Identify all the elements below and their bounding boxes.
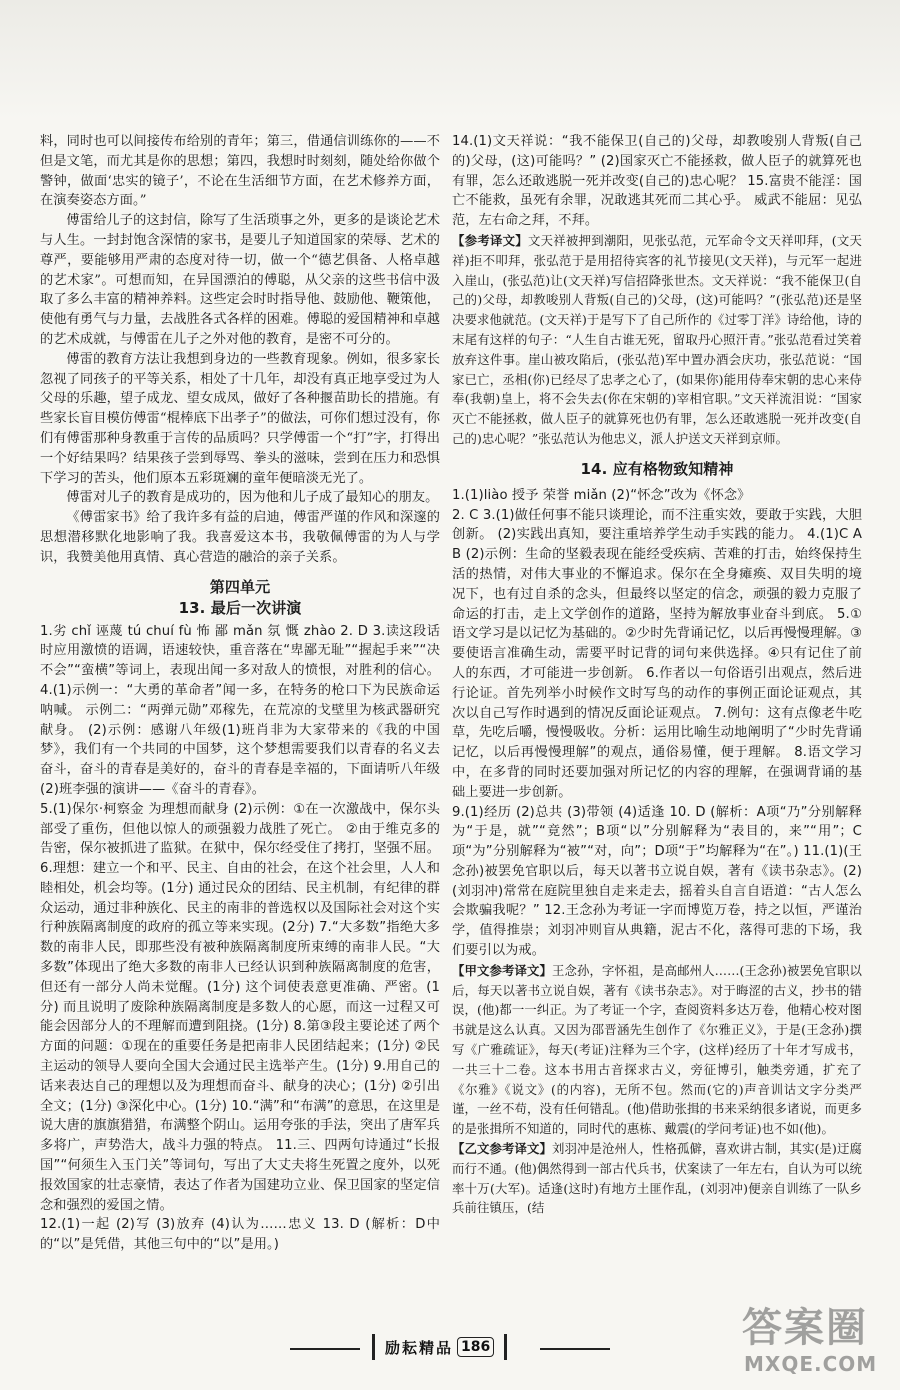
translation-text: 刘羽冲是沧州人，性格孤僻，喜欢讲古制，其实(是)迂腐而行不通。(他)偶然得到一部古代兵书，伏案读了一年左右，自认为可以统率十万(大军)。适逢(这时)有地方土匪作乱，(刘羽冲)便亲自训练了一队乡兵前往镇压，(结 (452, 1141, 862, 1216)
translation-block (452, 961, 862, 1139)
translation-block (452, 231, 862, 449)
left-column (40, 132, 440, 1255)
essay-paragraph: 《傅雷家书》给了我许多有益的启迪，傅雷严谨的作风和深邃的思想潜移默化地影响了我。我喜爱这本书，我敬佩傅雷的为人与学识，我赞美他用真情、真心营造的融洽的亲子关系。 (40, 510, 440, 565)
footer-rule-right (540, 1348, 610, 1350)
answer-block: 9.(1)经历 (2)总共 (3)带领 (4)适逢 10. D (解析：A项“乃”分别解释为“于是，就”“竟然”；B项“以”分别解释为“表目的，来”“用”；C项“为”分别解释为“被”“对，向”；D项“于”均解释为“在”。) 11.(1)(王念孙)被罢免官职以后，每天以著书立说自娱，著有《读书杂志》。(2)(刘羽冲)常常在庭院里独自走来走去，摇着头自言自语道：“古人怎么会欺骗我呢？” 12.王念孙为考证一字而博览万卷，持之以恒，严谨治学，值得推崇；刘羽冲则盲从典籍，泥古不化，落得可悲的下场，我们要引以为戒。 (452, 804, 862, 959)
watermark-logo-text: 答案圈 (742, 1305, 868, 1351)
site-watermark (742, 1296, 892, 1386)
essay-paragraph: 傅雷的教育方法让我想到身边的一些教育现象。例如，很多家长忽视了同孩子的平等关系，相处了十几年，却没有真正地享受过为人父母的乐趣，望子成龙、望女成凤，做好了各种揠苗助长的措施。有些家长盲目模仿傅雷“棍棒底下出孝子”的做法，可你们想过没有，你们有傅雷那种身教重于言传的品质吗？只学傅雷一个“打”字，打得出一个好结果吗？结果孩子尝到辱骂、拳头的滋味，尝到在压力和恐惧下学习的苦头，他们原本五彩斑斓的童年便暗淡无光了。 (40, 351, 440, 486)
translation-label: 【乙文参考译文】 (452, 1141, 553, 1157)
essay-paragraph: 傅雷给儿子的这封信，除写了生活琐事之外，更多的是谈论艺术与人生。一封封饱含深情的家书，是要儿子知道国家的荣辱、艺术的尊严，要能够用严肃的态度对待一切，做一个“德艺俱备、人格卓越的艺术家”。可想而知，在异国漂泊的傅聪，从父亲的这些书信中汲取了多么丰富的精神养料。这些定会时时指导他、鼓励他、鞭策他，使他有勇气与力量，去战胜各式各样的困难。傅聪的爱国精神和卓越的艺术成就，与傅雷在儿子之外对他的教育，是密不可分的。 (40, 213, 440, 347)
answer-block: 1.劣 chǐ 诬蔑 tú chuí fù 怖 鄙 mǎn 氛 慨 zhào 2. D 3.读这段话时应用激愤的语调，语速较快，重音落在“卑鄙无耻”“握起手来”“决不会”“蛮横”等词上，表现出闻一多对敌人的愤恨，对胜利的信心。 4.(1)示例一：“大勇的革命者”闻一多，在特务的枪口下为民族命运呐喊。 示例二：“两弹元勋”邓稼先，在荒凉的戈壁里为核武器研究献身。 (2)示例：感谢八年级(1)班肖非为大家带来的《我的中国梦》，我们有一个共同的中国梦，这个梦想需要我们以青春的名义去奋斗，奋斗的青春是美好的，奋斗的青春是幸福的，下面请听八年级(2)班李强的演讲——《奋斗的青春》。 (40, 623, 440, 797)
brand-logo (372, 1334, 507, 1360)
footer-rule-left (290, 1348, 360, 1350)
translation-label: 【参考译文】 (452, 232, 528, 248)
translation-block (452, 1139, 862, 1218)
essay-paragraph: 傅雷对儿子的教育是成功的，因为他和儿子成了最知心的朋友。 (66, 490, 439, 506)
brand-name: 励耘精品 (385, 1338, 454, 1357)
essay-paragraph: 料，同时也可以间接传布给别的青年；第三，借通信训练你的——不但是文笔，而尤其是你的思想；第四，我想时时刻刻，随处给你做个警钟，做面‘忠实的镜子’，不论在生活细节方面，在艺术修养方面，在演奏姿态方面。” (40, 134, 440, 209)
watermark-url: MXQE.COM (744, 1352, 878, 1376)
answer-block: 12.(1)一起 (2)写 (3)放弃 (4)认为……忠义 13. D (解析：D中的“以”是凭借，其他三句中的“以”是用。) (40, 1217, 440, 1253)
translation-label: 【甲文参考译文】 (452, 962, 553, 978)
answer-block: 14.(1)文天祥说：“我不能保卫(自己的)父母，却教唆别人背叛(自己的)父母，(这)可能吗？” (2)国家灭亡不能拯救，做人臣子的就算死也有罪，怎么还敢逃脱一死并改变(自己的)忠心呢？ 15.富贵不能淫：国亡不能救，虽死有余罪，况敢逃其死而二其心乎。 威武不能屈：见弘范，左右命之拜，不拜。 (452, 134, 862, 229)
answer-block: 2. C 3.(1)做任何事不能只谈理论，而不注重实效，要敢于实践，大胆创新。 (2)实践出真知，要注重培养学生动手实践的能力。 4.(1)C A B (2)示例：生命的坚毅表现在能经受疾病、苦难的打击，始终保持生活的热情，对伟大事业的不懈追求。保尔在全身瘫痪、双目失明的境况下，也有过自杀的念头，但最终以坚定的信念，顽强的毅力克服了命运的打击，走上文学创作的道路，坚持为解放事业奋斗到底。 5.①语文学习是以记忆为基础的。②少时先背诵记忆，以后再慢慢理解。③要使语言准确生动，需要平时记背的词句来供选择。④只有记住了前人的东西，才可能进一步创新。 6.作者以一句俗语引出观点，然后进行论证。首先列举小时候作文时写鸟的动作的事例正面论证观点，其次以自己写作时遇到的情况反面论证观点。 7.例句：这有点像老牛吃草，先吃后嚼，慢慢吸收。分析：运用比喻生动地阐明了“少时先背诵记忆，以后再慢慢理解”的观点，通俗易懂，便于理解。 8.语文学习中，在多背的同时还要加强对所记忆的内容的理解，在强调背诵的基础上要进一步创新。 (452, 507, 862, 800)
page-number: 186 (457, 1337, 494, 1357)
translation-text: 王念孙，字怀祖，是高邮州人……(王念孙)被罢免官职以后，每天以著书立说自娱，著有《读书杂志》。对于晦涩的古义，抄书的错误，(他)都一一纠正。为了考证一个字，查阅资料多达万卷，他精心校对图书就是这么认真。又因为邵晋涵先生创作了《尔雅正义》，于是(王念孙)撰写《广雅疏证》，每天(考证)注释为三个字，(这样)经历了十年才写成书，一共三十二卷。这本书用古音探求古义，旁征博引，触类旁通，扩充了《尔雅》《说文》(的内容)，无所不包。然而(它的)声音训诂文字分类严谨，一丝不苟，没有任何错乱。(他)借助张揖的书来采纳很多诸说，而更多的是张揖所不知道的，同时代的惠栋、戴震(的学问考证)也不如(他)。 (452, 962, 862, 1137)
answer-block: 1.(1)liào 授予 荣誉 miǎn (2)“怀念”改为《怀念》 (452, 487, 751, 503)
translation-text: 文天祥被押到潮阳，见张弘范，元军命令文天祥叩拜，(文天祥)拒不叩拜，张弘范于是用招待宾客的礼节接见(文天祥)，与元军一起进入崖山，(张弘范)让(文天祥)写信招降张世杰。文天祥说：“我不能保卫(自己的)父母，却教唆别人背叛(自己的)父母，(这)可能吗？”(张弘范)还是坚决要求他就范。(文天祥)于是写下了自己所作的《过零丁洋》诗给他，诗的末尾有这样的句子：“人生自古谁无死，留取丹心照汗青。”张弘范看过笑着放弃这件事。崖山被攻陷后，(张弘范)军中置办酒会庆功，张弘范说：“国家已亡，丞相(你)已经尽了忠孝之心了，(如果你)能用侍奉宋朝的忠心来侍奉(我朝)皇上，将不会失去(你在宋朝的)宰相官职。”文天祥流泪说：“国家灭亡不能拯救，做人臣子的就算死也仍有罪，怎么还敢逃脱一死并改变(自己的)忠心呢？”张弘范认为他忠义，派人护送文天祥到京师。 (452, 232, 862, 446)
unit-title: 第四单元 (209, 577, 271, 596)
section-title: 14. 应有格物致知精神 (580, 459, 734, 478)
page-top-band (0, 0, 900, 120)
right-column (452, 132, 862, 1218)
section-title: 13. 最后一次讲演 (178, 598, 302, 617)
answer-block: 5.(1)保尔·柯察金 为理想而献身 (2)示例：①在一次激战中，保尔头部受了重伤，但他以惊人的顽强毅力战胜了死亡。 ②由于维克多的告密，保尔被抓进了监狱。在狱中，保尔经受住了拷打，坚强不屈。 6.理想：建立一个和平、民主、自由的社会，在这个社会里，人人和睦相处，机会均等。(1分) 通过民众的团结、民主机制，有纪律的群众运动，通过非种族化、民主的南非的普选权以及国际社会对这个实行种族隔离制度的政府的孤立等来实现。(2分) 7.“大多数”指绝大多数的南非人民，即那些没有被种族隔离制度所束缚的南非人民。“大多数”体现出了绝大多数的南非人已经认识到种族隔离制度的危害，但还有一部分人尚未觉醒。(1分) 这个词使表意更准确、严密。(1分) 而且说明了废除种族隔离制度是多数人的心愿，而这一过程又可能会因部分人的不理解而遭到阻挠。(1分) 8.第③段主要论述了两个方面的问题：①现在的重要任务是把南非人民团结起来；(1分) ②民主运动的领导人要向全国大会通过民主选举产生。(1分) 9.用自己的话来表达自己的理想以及为理想而奋斗、献身的决心；(1分) ②引出全文；(1分) ③深化中心。(1分) 10.“满”和“布满”的意思，在这里是说大唐的旗旗猎猎，布满整个阴山。运用夸张的手法，突出了唐军兵多将广，声势浩大，战斗力强的特点。 11.三、四两句诗通过“长报国”“何须生入玉门关”等词句，写出了大丈夫将生死置之度外，以死报效国家的壮志豪情，表达了作者为国建功立业、保卫国家的坚定信念和强烈的爱国之情。 (40, 801, 440, 1213)
